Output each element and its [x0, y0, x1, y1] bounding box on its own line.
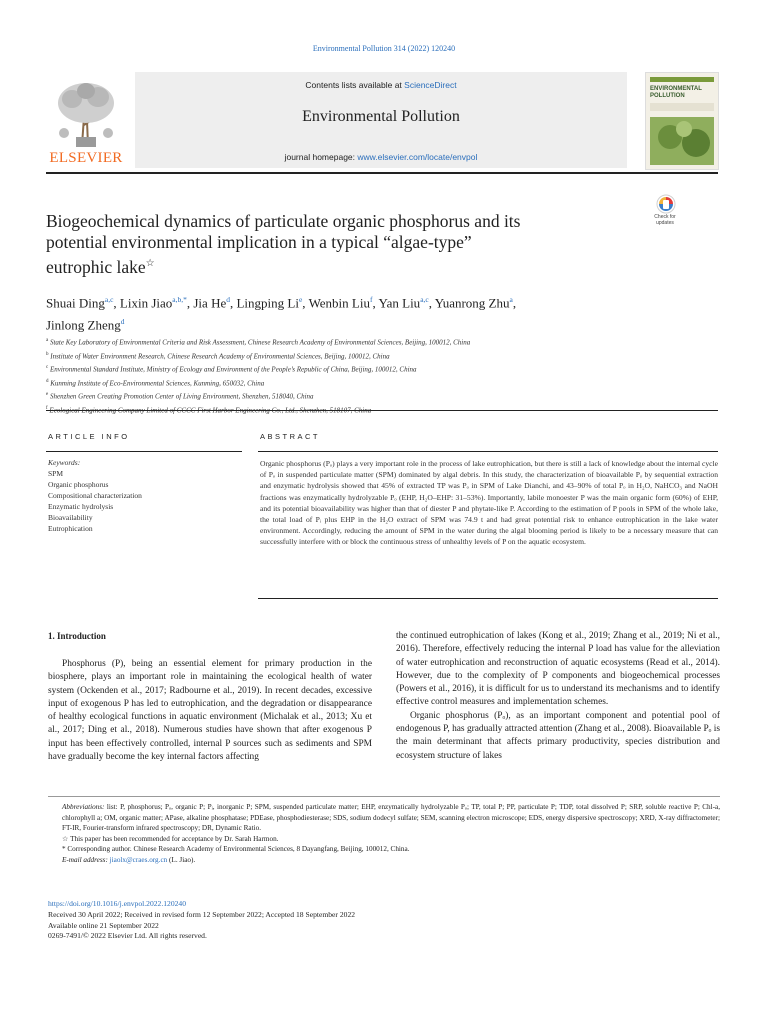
body-left-column	[48, 658, 372, 764]
keyword-item: Bioavailability	[48, 513, 93, 522]
keyword-item: Enzymatic hydrolysis	[48, 502, 114, 511]
author-affiliation-marker[interactable]: f	[369, 295, 373, 304]
keyword-item: Compositional characterization	[48, 491, 142, 500]
author-name[interactable]: Lixin Jiao	[119, 295, 173, 311]
email-link[interactable]: jiaolx@craes.org.cn	[109, 855, 168, 864]
affiliation-text: Institute of Water Environment Research, Chinese Research Academy of Environmental Sciences, Beijing, 100012, China	[50, 351, 390, 360]
homepage-link[interactable]: www.elsevier.com/locate/envpol	[357, 152, 478, 162]
recommendation-note: ☆ This paper has been recommended for acceptance by Dr. Sarah Harmon.	[62, 834, 279, 843]
article-title	[46, 211, 606, 278]
affiliation-key: c	[46, 365, 49, 371]
author-name[interactable]: Yuanrong Zhu	[434, 295, 510, 311]
abbreviations-label: Abbreviations:	[62, 803, 105, 811]
author-affiliation-marker[interactable]: a,c	[420, 295, 429, 304]
author-affiliation-marker[interactable]: a,b,*	[172, 295, 187, 304]
keyword-item: Eutrophication	[48, 524, 93, 533]
affiliation-item	[46, 335, 706, 349]
article-info-heading: ARTICLE INFO	[48, 432, 130, 441]
author-affiliation-marker[interactable]: a	[509, 295, 513, 304]
title-line-3-wrap	[46, 253, 606, 278]
contents-line	[135, 80, 627, 90]
footnote-rule	[48, 796, 720, 797]
keyword-item: Organic phosphorus	[48, 480, 109, 489]
author-separator: ,	[186, 295, 194, 311]
footnotes	[48, 802, 720, 865]
contents-prefix: Contents lists available at	[305, 80, 405, 90]
affiliation-item	[46, 349, 706, 363]
title-line-3: eutrophic lake	[46, 256, 146, 277]
author-name[interactable]: Lingping Li	[236, 295, 299, 311]
author-separator: ,	[302, 295, 309, 311]
author-separator: ,	[512, 295, 517, 311]
journal-title: Environmental Pollution	[302, 108, 460, 125]
homepage-prefix: journal homepage:	[284, 152, 358, 162]
affiliation-key: a	[46, 338, 49, 343]
title-line-2: potential environmental implication in a typical “algae-type”	[46, 232, 472, 252]
author-separator: ,	[113, 295, 120, 311]
affiliation-key: d	[46, 378, 49, 384]
abbreviations-text: list: P, phosphorus; Pₒ, organic P; Pᵢ, inorganic P; SPM, suspended particulate matter; EHP, enzymatically hydrolyzable Pₒ; TP, total P; PP, particulate P; TDP, total dissolved P; SRP, soluble reactive P; Chl-a, chlorophyll a; OM, organic matter; APase, alkaline phosphatase; PDEase, phosphodiesterase; SDS, sodium dodecyl sulfate; SEM, scanning electron microscope; EDS, energy dispersive spectroscopy; XRD, X-ray diffractometer; FT-IR, Fourier-transform infrared spectroscopy; DR, Dynamic Ratio.	[62, 803, 720, 832]
received-dates: Received 30 April 2022; Received in revised form 12 September 2022; Accepted 18 September 2022	[48, 909, 356, 919]
cover-title-line2: POLLUTION	[650, 93, 685, 99]
title-block-rule	[46, 410, 718, 411]
email-suffix: (L. Jiao).	[167, 855, 196, 864]
intro-paragraph-2: Organic phosphorus (Pₒ), as an important component and potential pool of endogenous P, has gradually attracted attention (Zhang et al., 2008). Bioavailable Pₒ is the main determinant that affects primary productivity, species distribution and ecosystem structure of lakes	[396, 710, 720, 761]
keywords-list	[48, 468, 244, 534]
check-updates-line2: updates	[656, 220, 674, 226]
body-right-column	[396, 630, 720, 763]
affiliation-key: e	[46, 392, 49, 398]
author-separator: ,	[428, 295, 435, 311]
abstract-heading: ABSTRACT	[260, 432, 321, 441]
affiliation-list	[46, 335, 706, 416]
abstract-bottom-rule	[258, 598, 718, 599]
author-separator: ,	[372, 295, 379, 311]
affiliation-text: Kunming Institute of Eco-Environmental Sciences, Kunming, 650032, China	[50, 378, 265, 387]
author-affiliation-marker[interactable]: a,c	[104, 295, 114, 304]
author-list	[46, 290, 686, 335]
author-name[interactable]: Yan Liu	[378, 295, 421, 311]
abstract-text: Organic phosphorus (Pₒ) plays a very important role in the process of lake eutrophication, but there is still a lack of knowledge about the internal cycle of Pₒ in suspended particulate matter (SPM) dominated by algal debris. In this study, the characterization of bioavailable Pₒ by sequential extraction and enzymatic hydrolysis showed that 45% of extracted TP was Pₒ in SPM of Lake Dianchi, and 43–90% of total Pₒ in H₂O, NaHCO₃ and NaOH fractions was enzymatically hydrolyzable Pₒ (EHP, H₂O–EHP: 31–53%). Importantly, labile monoester P was the main organic form (60%) of EHP, and its potential bioavailability was higher than that of diester P and phytate-like P. According to the estimation of P pools in SPM of the whole lake, the total load of Pᵢ plus EHP in the H₂O extract of SPM was 74.9 t and had great potential risk to enhance eutrophication in the lake water environment. Accordingly, reducing the amount of SPM in the water during the algal blooming period is likely to be a necessary measure that can successfully interfere with or block the continuous stress of unhealthy levels of P on the aquatic ecosystem.	[260, 459, 718, 547]
cover-title	[650, 86, 712, 100]
corresponding-author-note: * Corresponding author. Chinese Research Academy of Environmental Sciences, 8 Dayangfang, Beijing, 100012, China.	[62, 845, 410, 853]
section-heading-introduction: 1. Introduction	[48, 631, 106, 641]
doi-link[interactable]: https://doi.org/10.1016/j.envpol.2022.120240	[48, 899, 187, 908]
check-updates-line1: Check for	[654, 214, 676, 220]
author-name[interactable]: Jinlong Zheng	[46, 317, 121, 333]
affiliation-item	[46, 362, 706, 376]
author-affiliation-marker[interactable]: d	[120, 317, 125, 327]
cover-title-line1: ENVIRONMENTAL	[650, 86, 702, 92]
keyword-item: SPM	[48, 469, 64, 478]
author-affiliation-marker[interactable]: d	[226, 295, 230, 304]
elsevier-wordmark: ELSEVIER	[49, 150, 123, 166]
email-label: E-mail address:	[62, 855, 108, 864]
affiliation-item	[46, 376, 706, 390]
intro-paragraph-1: Phosphorus (P), being an essential element for primary production in the biosphere, plays an important role in maintaining the ecological health of water system (Ockenden et al., 2017; Radbourne et al., 2019). In recent decades, excessive input of exogenous P has led to eutrophication, and the degradation or disappearance of healthy ecological functions in aquatic environment (Michalak et al., 2013; Xu et al., 2017; Ding et al., 2018). Numerous studies have shown that after exogenous P input has been effectively controlled, internal P sources such as sediments and SPM have gradually become the key internal factors affecting	[48, 659, 372, 763]
keywords-label: Keywords:	[48, 458, 81, 467]
intro-paragraph-1-cont: the continued eutrophication of lakes (Kong et al., 2019; Zhang et al., 2019; Ni et al., 2016). Therefore, effectively reducing the internal P load has value for the alleviation of water eutrophication and reconstruction of aquatic ecosystems (Read et al., 2014). However, due to the complexity of P components and biogeochemical processes (Powers et al., 2016), it is difficult for us to understand its mechanisms and to identify effective control measures and implementation schemes.	[396, 631, 720, 708]
available-online: Available online 21 September 2022	[48, 920, 159, 930]
title-star[interactable]: ☆	[145, 258, 155, 269]
check-for-updates-label[interactable]	[640, 214, 690, 226]
affiliation-key: f	[46, 405, 48, 411]
keywords-block	[48, 457, 244, 534]
article-info-rule	[46, 451, 242, 452]
affiliation-text: State Key Laboratory of Environmental Criteria and Risk Assessment, Chinese Research Academy of Environmental Sciences, Beijing, 100012, China	[49, 338, 471, 347]
author-name[interactable]: Jia He	[193, 295, 227, 311]
author-affiliation-marker[interactable]: e	[298, 295, 303, 304]
author-separator: ,	[229, 295, 237, 311]
author-name[interactable]: Wenbin Liu	[308, 295, 370, 311]
affiliation-item	[46, 389, 706, 403]
affiliation-text: Environmental Standard Institute, Ministry of Ecology and Environment of the People’s Republic of China, Beijing, 100012, China	[49, 365, 417, 374]
sciencedirect-link[interactable]: ScienceDirect	[404, 80, 457, 90]
header-rule	[46, 172, 718, 174]
journal-homepage	[135, 152, 627, 162]
abstract-rule	[258, 451, 718, 452]
affiliation-text: Shenzhen Green Creating Promotion Center of Living Environment, Shenzhen, 518040, China	[49, 392, 314, 401]
journal-citation[interactable]: Environmental Pollution 314 (2022) 120240	[312, 44, 456, 53]
email-note	[48, 855, 720, 866]
affiliation-key: b	[46, 351, 49, 357]
author-name[interactable]: Shuai Ding	[46, 295, 105, 311]
publication-info	[48, 899, 720, 942]
abbreviations-note	[48, 802, 720, 834]
copyright: 0269-7491/© 2022 Elsevier Ltd. All rights reserved.	[48, 931, 207, 941]
title-line-1: Biogeochemical dynamics of particulate organic phosphorus and its	[46, 211, 521, 231]
